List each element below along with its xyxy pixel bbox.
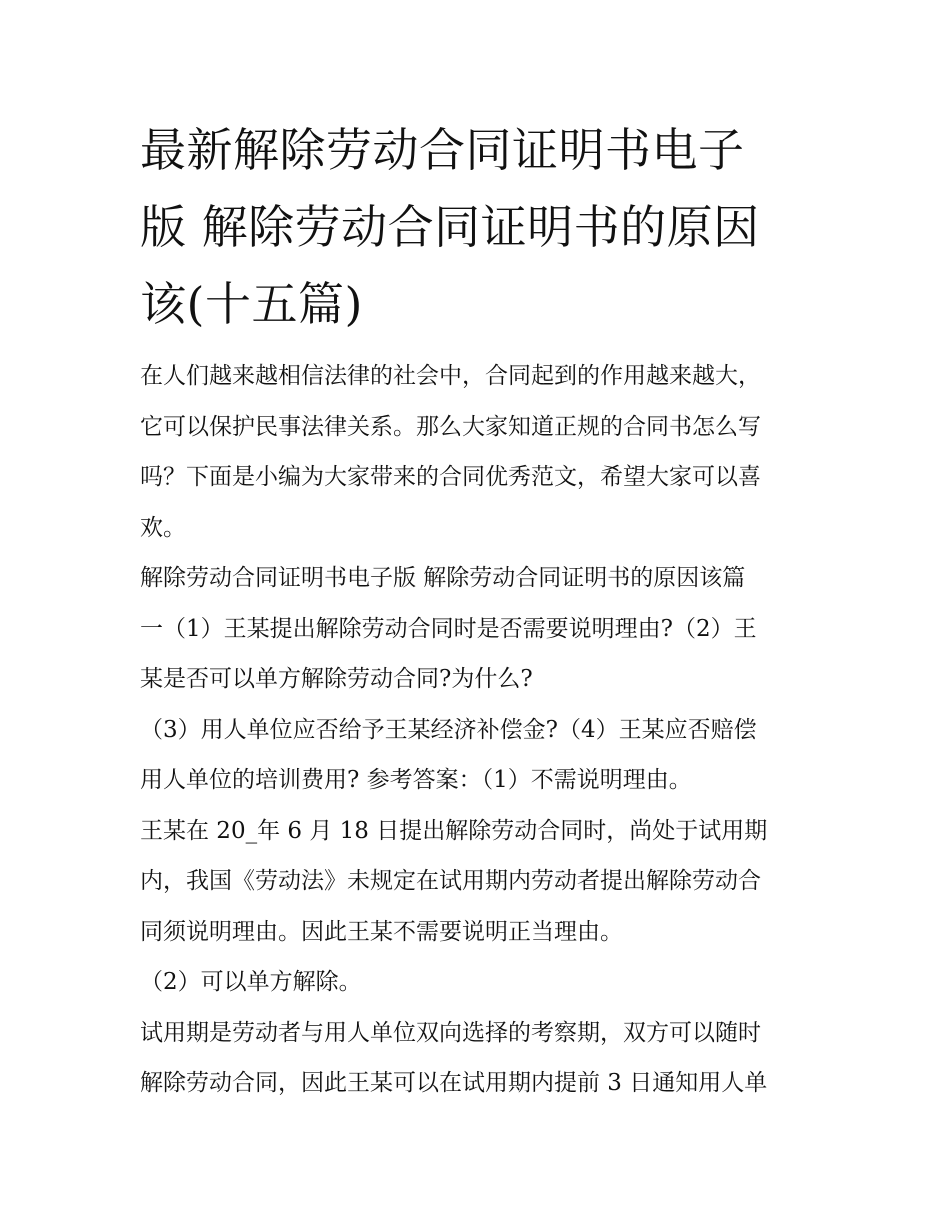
- question-line: 一（1）王某提出解除劳动合同时是否需要说明理由?（2）王: [140, 615, 757, 642]
- document-content: [140, 112, 812, 1109]
- answer-line: 同须说明理由。因此王某不需要说明正当理由。: [140, 918, 623, 945]
- intro-line: 吗？下面是小编为大家带来的合同优秀范文，希望大家可以喜: [140, 464, 761, 490]
- section-heading-line: 解除劳动合同证明书电子版 解除劳动合同证明书的原因该篇: [140, 565, 746, 591]
- answer-line: 内，我国《劳动法》未规定在试用期内劳动者提出解除劳动合: [140, 868, 761, 894]
- answer-line: 王某在 20_年 6 月 18 日提出解除劳动合同时，尚处于试用期: [140, 817, 768, 844]
- intro-line: 欢。: [140, 514, 186, 541]
- title-line: 最新解除劳动合同证明书电子: [140, 123, 745, 177]
- answer-line: 用人单位的培训费用? 参考答案：（1）不需说明理由。: [140, 767, 692, 793]
- intro-line: 它可以保护民事法律关系。那么大家知道正规的合同书怎么写: [140, 413, 761, 440]
- title-line: 版 解除劳动合同证明书的原因: [140, 200, 760, 254]
- title-line: 该(十五篇): [140, 277, 363, 331]
- document-title: [140, 112, 812, 343]
- question-line: 某是否可以单方解除劳动合同?为什么?: [140, 666, 533, 692]
- intro-line: 在人们越来越相信法律的社会中，合同起到的作用越来越大，: [140, 363, 761, 389]
- question-line: （3）用人单位应否给予王某经济补偿金?（4）王某应否赔偿: [140, 716, 757, 743]
- answer-line: （2）可以单方解除。: [140, 969, 362, 995]
- document-body: [140, 351, 812, 1109]
- answer-line: 试用期是劳动者与用人单位双向选择的考察期，双方可以随时: [140, 1019, 761, 1046]
- answer-line: 解除劳动合同，因此王某可以在试用期内提前 3 日通知用人单: [140, 1070, 768, 1096]
